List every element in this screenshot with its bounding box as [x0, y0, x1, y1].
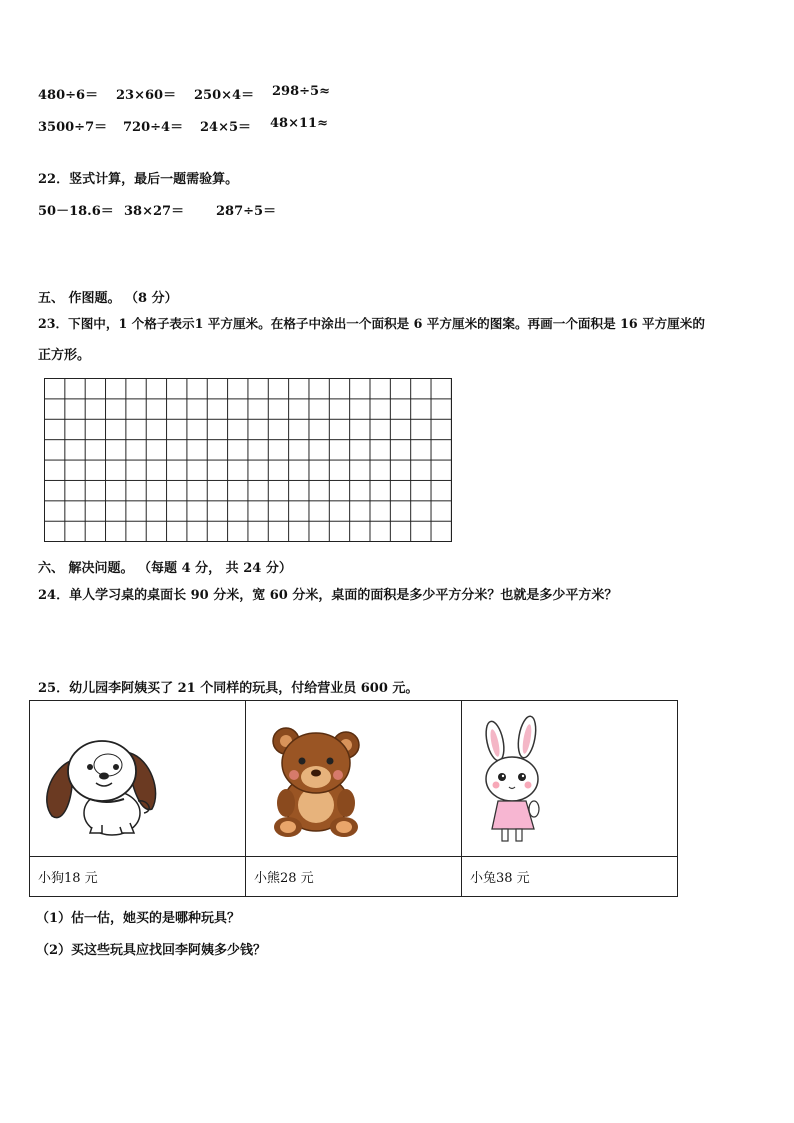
calc-item: 24×5＝	[200, 120, 252, 135]
question-25-sub-2: （2）买这些玩具应找回李阿姨多少钱？	[36, 943, 267, 958]
calc-item: 23×60＝	[116, 88, 177, 103]
oral-calc-row-1	[38, 84, 330, 103]
question-25-text: 25．幼儿园李阿姨买了 21 个同样的玩具，付给营业员 600 元。	[38, 681, 419, 696]
toy-price-rabbit: 小兔38 元	[462, 857, 678, 897]
calc-item: 720÷4＝	[123, 120, 184, 135]
calc-item: 250×4＝	[194, 88, 255, 103]
calc-item: 3500÷7＝	[38, 120, 108, 135]
toy-cell-dog	[30, 701, 246, 857]
rabbit-icon	[462, 701, 677, 856]
question-24-text: 24．单人学习桌的桌面长 90 分米，宽 60 分米，桌面的面积是多少平方分米？也就是多少平方米？	[38, 588, 618, 603]
calc-item: 50－18.6＝	[38, 204, 114, 219]
question-23-line-2: 正方形。	[38, 348, 91, 363]
calc-item: 287÷5＝	[216, 204, 277, 219]
question-22-items	[38, 200, 276, 219]
calc-item: 480÷6＝	[38, 88, 99, 103]
square-grid[interactable]	[44, 378, 452, 542]
toy-cell-rabbit	[462, 701, 678, 857]
section-6-title: 六、 解决问题。 （每题 4 分， 共 24 分）	[38, 561, 292, 576]
calc-item: 38×27＝	[124, 204, 185, 219]
bear-icon	[246, 701, 461, 856]
question-25-sub-1: （1）估一估，她买的是哪种玩具？	[36, 911, 241, 926]
oral-calc-row-2	[38, 116, 328, 135]
dog-icon	[30, 701, 245, 856]
question-23-line-1: 23．下图中，1 个格子表示1 平方厘米。在格子中涂出一个面积是 6 平方厘米的图案。再画一个面积是 16 平方厘米的	[38, 316, 705, 331]
section-5-title: 五、 作图题。 （8 分）	[38, 291, 178, 306]
toy-price-bear: 小熊28 元	[246, 857, 462, 897]
toy-price-dog: 小狗18 元	[30, 857, 246, 897]
question-22-text: 22．竖式计算，最后一题需验算。	[38, 172, 239, 187]
toy-cell-bear	[246, 701, 462, 857]
toy-price-table	[29, 700, 678, 897]
calc-item: 48×11≈	[270, 116, 328, 131]
calc-item: 298÷5≈	[272, 84, 330, 99]
